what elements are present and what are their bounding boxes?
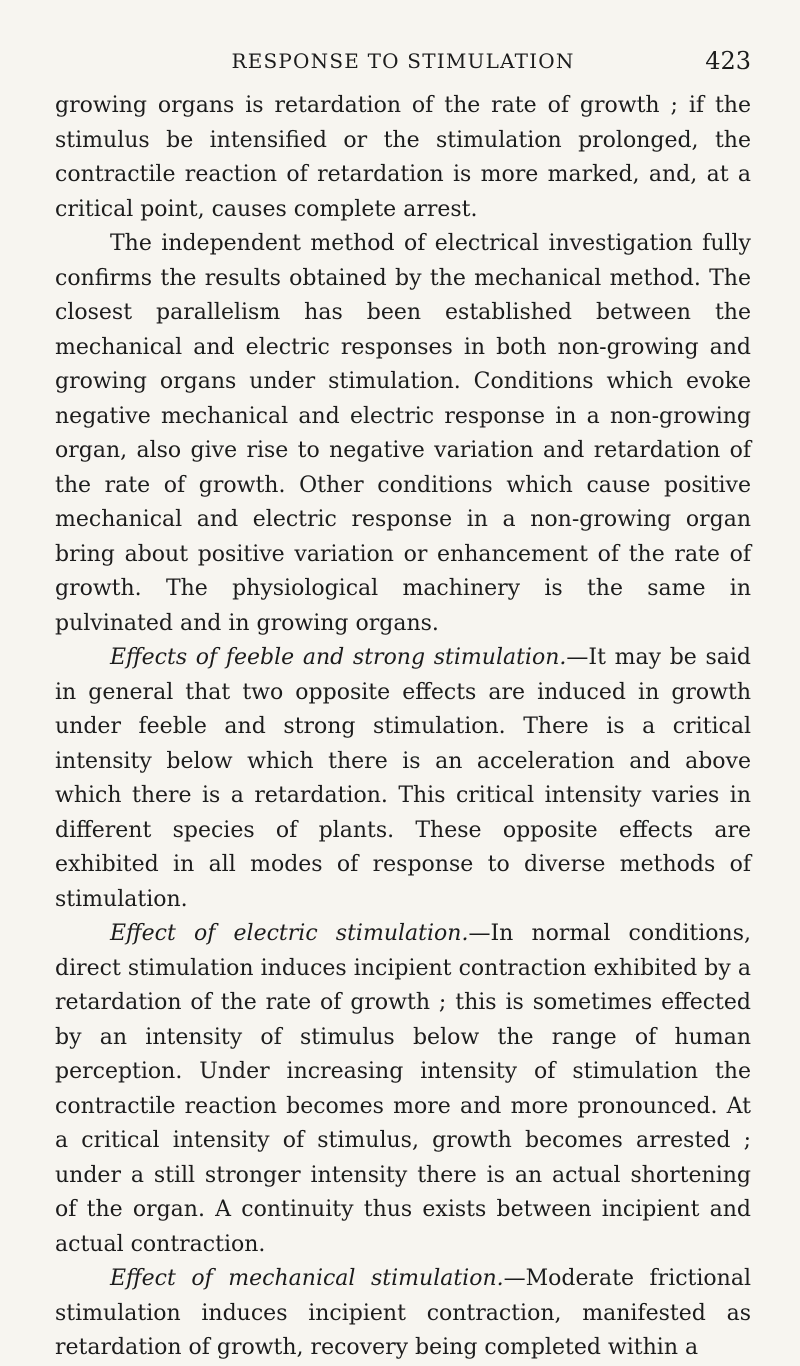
running-title: RESPONSE TO STIMULATION — [231, 49, 575, 73]
paragraph-continuation — [55, 89, 751, 227]
running-header — [55, 40, 751, 82]
paragraph-electrical-method — [55, 227, 751, 641]
body-text — [55, 89, 751, 1366]
paragraph-electric-stimulation — [55, 917, 751, 1262]
book-page — [55, 40, 751, 1366]
paragraph-text: growing organs is retardation of the rate of growth ; if the stimulus be intensified or the stimulation prolonged, the contractile reaction of retardation is more marked, and, at a critical point, causes complete arrest. — [55, 93, 751, 222]
paragraph-feeble-strong — [55, 641, 751, 917]
page-number: 423 — [705, 47, 751, 75]
section-heading: Effect of electric stimulation. — [110, 921, 469, 946]
paragraph-text: —Moderate frictional stimulation induces incipient contraction, manifested as retardation of growth, recovery being completed within a — [55, 1266, 751, 1360]
paragraph-text: —In normal conditions, direct stimulation induces incipient contraction exhibited by a retardation of the rate of growth ; this is sometimes effected by an intensity of stimulus below the range of human perception. Under increasing intensity of stimulation the contractile reaction becomes more and more pronounced. At a critical intensity of stimulus, growth becomes arrested ; under a still stronger intensity there is an actual shortening of the organ. A continuity thus exists between incipient and actual contraction. — [55, 921, 751, 1257]
paragraph-text: —It may be said in general that two opposite effects are induced in growth under feeble and strong stimulation. There is a critical intensity below which there is an acceleration and above which there is a retardation. This critical intensity varies in different species of plants. These opposite effects are exhibited in all modes of response to diverse methods of stimulation. — [55, 645, 751, 912]
paragraph-mechanical-stimulation — [55, 1262, 751, 1366]
section-heading: Effects of feeble and strong stimulation. — [110, 645, 567, 670]
section-heading: Effect of mechanical stimulation. — [110, 1266, 504, 1291]
paragraph-text: The independent method of electrical investigation fully confirms the results obtained by the mechanical method. The closest parallelism has been established between the mechanical and electric responses in both non-growing and growing organs under stimulation. Conditions which evoke negative mechanical and electric response in a non-growing organ, also give rise to negative variation and retardation of the rate of growth. Other conditions which cause positive mechanical and electric response in a non-growing organ bring about positive variation or enhancement of the rate of growth. The physiological machinery is the same in pulvinated and in growing organs. — [55, 231, 751, 636]
